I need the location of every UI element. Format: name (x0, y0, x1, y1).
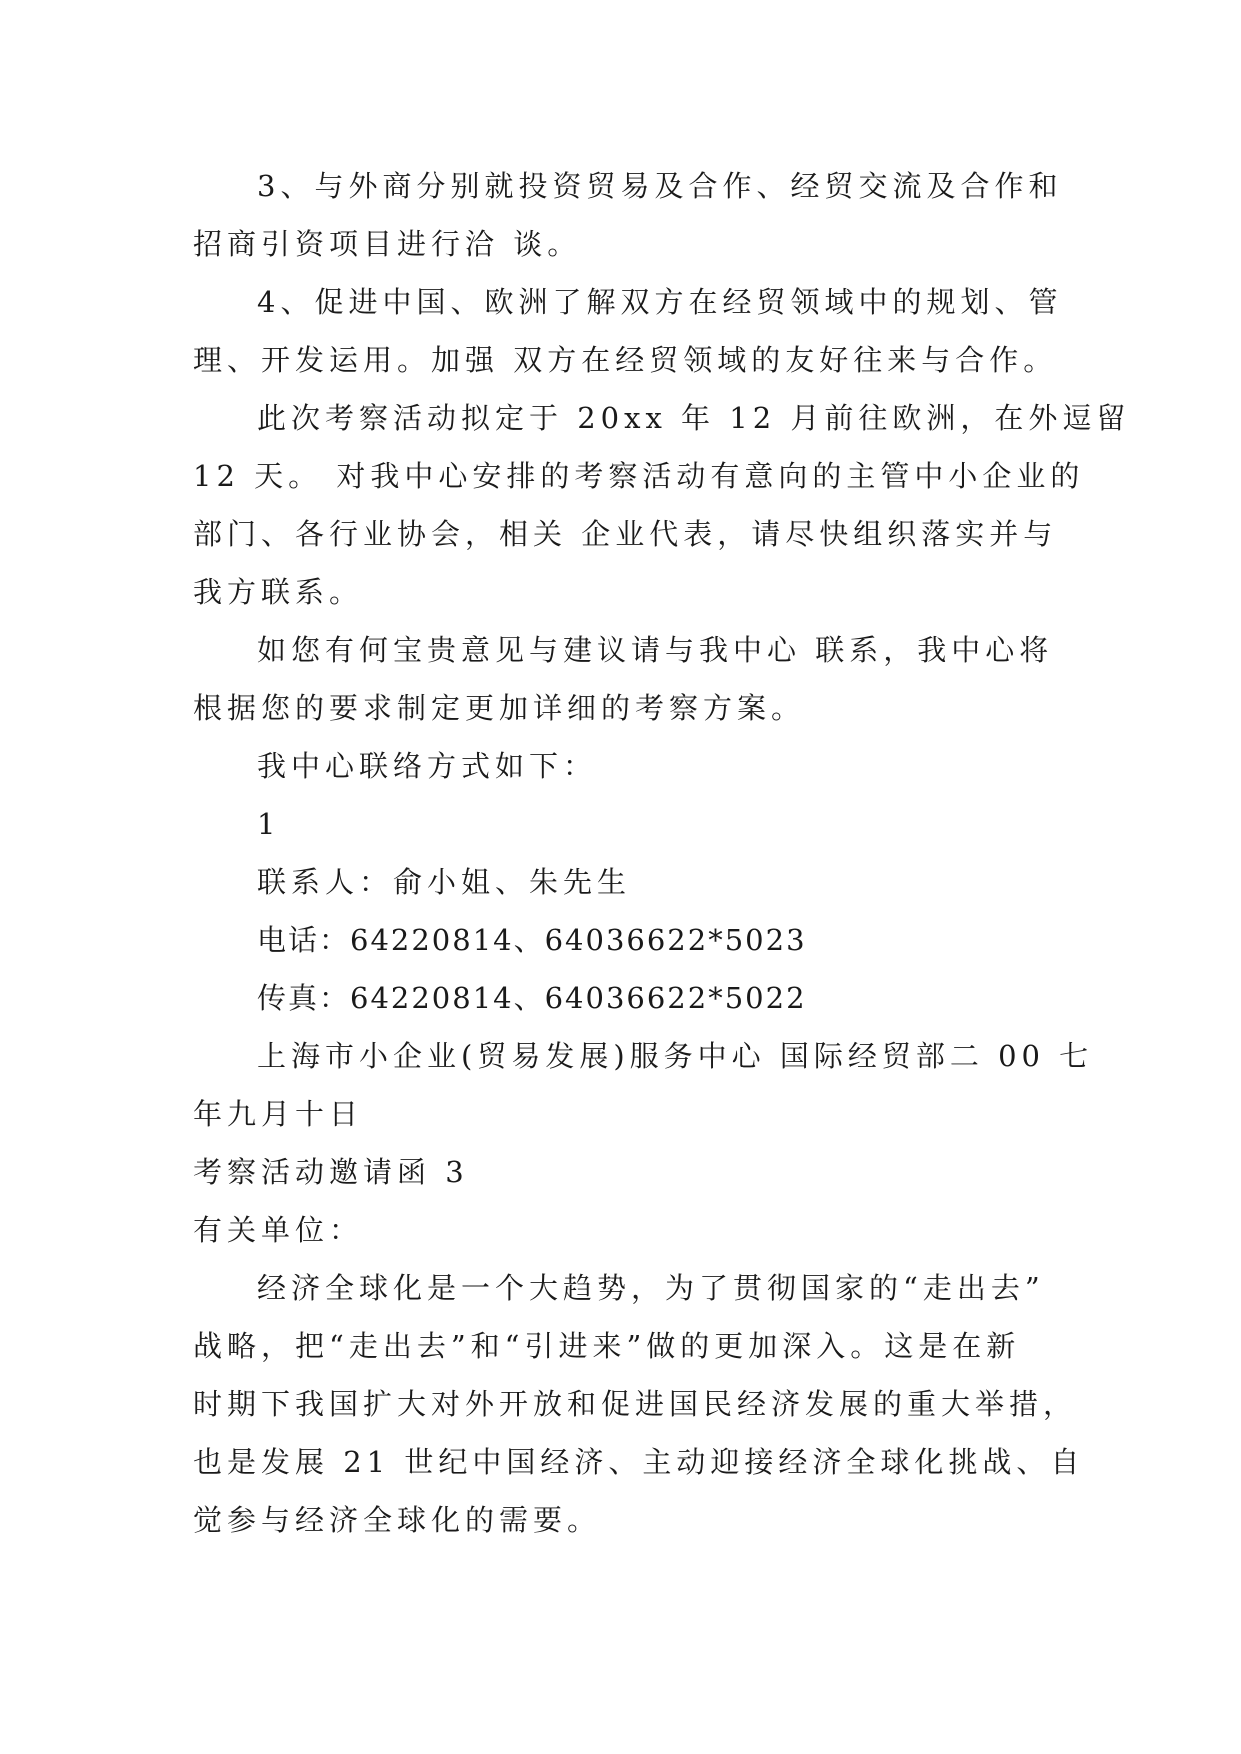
signature-date: 年九月十日 (193, 1097, 364, 1131)
paragraph-line: 12 天。 对我中心安排的考察活动有意向的主管中小企业的 (193, 459, 1085, 493)
paragraph-line: 此次考察活动拟定于 20xx 年 12 月前往欧洲，在外逗留 (257, 401, 1131, 435)
document-body (193, 157, 1131, 1549)
paragraph-line: 招商引资项目进行洽 谈。 (193, 227, 582, 261)
contact-fax: 传真：64220814、64036622*5022 (257, 981, 807, 1015)
paragraph-line: 如您有何宝贵意见与建议请与我中心 联系，我中心将 (257, 633, 1054, 667)
contact-person: 联系人：俞小姐、朱先生 (257, 865, 632, 899)
paragraph-line: 战略，把“走出去”和“引进来”做的更加深入。这是在新 (193, 1329, 1021, 1363)
paragraph-line: 4、促进中国、欧洲了解双方在经贸领域中的规划、管 (257, 285, 1063, 319)
contact-phone: 电话：64220814、64036622*5023 (257, 923, 807, 957)
paragraph-line: 觉参与经济全球化的需要。 (193, 1503, 602, 1537)
paragraph-line: 时期下我国扩大对外开放和促进国民经济发展的重大举措， (193, 1387, 1078, 1421)
signature-organization: 上海市小企业(贸易发展)服务中心 国际经贸部二 00 七 (257, 1039, 1094, 1073)
paragraph-line: 3、与外商分别就投资贸易及合作、经贸交流及合作和 (257, 169, 1063, 203)
paragraph-line: 部门、各行业协会，相关 企业代表，请尽快组织落实并与 (193, 517, 1058, 551)
section-title: 考察活动邀请函 3 (193, 1155, 469, 1189)
paragraph-line: 我方联系。 (193, 575, 364, 609)
list-number: 1 (257, 807, 281, 841)
paragraph-line: 经济全球化是一个大趋势，为了贯彻国家的“走出去” (257, 1271, 1045, 1305)
paragraph-line: 理、开发运用。加强 双方在经贸领域的友好往来与合作。 (193, 343, 1058, 377)
salutation: 有关单位： (193, 1213, 364, 1247)
paragraph-line: 也是发展 21 世纪中国经济、主动迎接经济全球化挑战、自 (193, 1445, 1085, 1479)
paragraph-line: 根据您的要求制定更加详细的考察方案。 (193, 691, 806, 725)
contact-heading: 我中心联络方式如下： (257, 749, 598, 783)
